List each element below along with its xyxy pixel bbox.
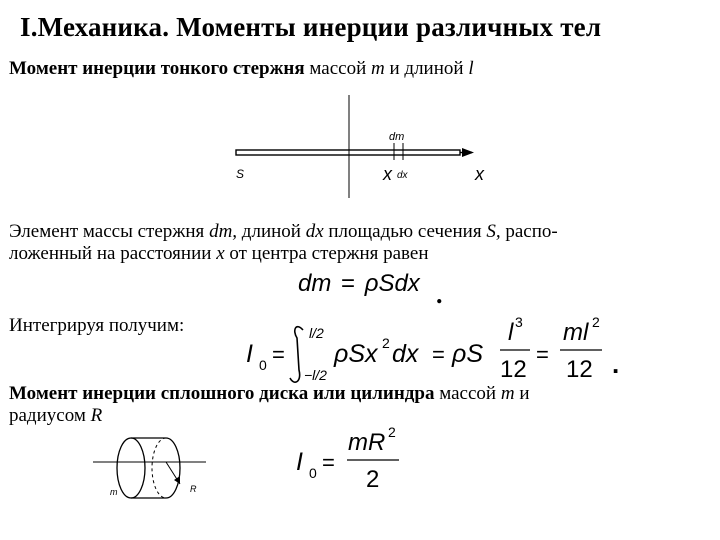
disk-heading-text: массой <box>434 383 501 404</box>
cylinder-label-m: m <box>110 487 118 497</box>
disk-heading-r: R <box>90 405 103 426</box>
formula-i: I <box>246 340 253 368</box>
element-text-a: Элемент массы стержня <box>9 221 210 242</box>
frac1-num: l <box>508 319 514 346</box>
disk-formula-eq: = <box>322 450 335 475</box>
frac2-num: ml <box>563 319 589 346</box>
disk-heading-bold: Момент инерции сплошного диска или цилиндра <box>9 383 435 404</box>
formula-i-sub: 0 <box>259 357 267 373</box>
dx-label: dx <box>397 170 408 181</box>
integrand-dx: dx <box>392 340 419 368</box>
element-text-f: от центра стержня равен <box>224 243 429 264</box>
frac1-den: 12 <box>500 356 527 383</box>
formula-dm-dot: . <box>436 280 443 309</box>
element-text-c: площадью сечения <box>323 221 487 242</box>
rod-heading-text: массой <box>304 58 371 79</box>
frac2-den: 12 <box>566 356 593 383</box>
element-text-d: распо- <box>500 221 558 242</box>
integral-upper: l/2 <box>309 325 324 341</box>
formula-integral-dot: . <box>612 349 620 379</box>
integrand-exp: 2 <box>382 335 390 351</box>
disk-formula-i: I <box>296 448 303 476</box>
rod-heading-l: l <box>468 58 474 79</box>
integrating-text: Интегрируя получим: <box>9 315 185 336</box>
element-text-e: ложенный на расстоянии <box>9 243 217 264</box>
rod-heading-and: и длиной <box>384 58 469 79</box>
page-title: I.Механика. Моменты инерции различных тел <box>20 12 602 42</box>
disk-heading-m: m <box>500 383 515 404</box>
frac1-exp: 3 <box>515 314 523 330</box>
x-axis-label: x <box>475 164 484 184</box>
disk-formula-sub: 0 <box>309 465 317 481</box>
formula-dm-eq: = <box>341 270 356 297</box>
cylinder-label-r: R <box>190 484 197 494</box>
formula-rho-s: ρS <box>452 340 483 368</box>
frac2-exp: 2 <box>592 314 600 330</box>
rod-heading-bold: Момент инерции тонкого стержня <box>9 58 305 79</box>
formula-dm-lhs: dm <box>298 270 332 297</box>
element-text-dm: dm, <box>209 221 238 242</box>
formula-eq1: = <box>272 342 285 367</box>
formula-dm-rhs: ρSdx <box>364 270 420 297</box>
disk-heading-and: и <box>514 383 530 404</box>
disk-heading-radius: радиусом <box>9 405 91 426</box>
element-text-dx: dx <box>305 221 324 242</box>
integrand: ρSx <box>334 340 378 368</box>
x-position-label: x <box>383 164 392 184</box>
rod-heading-m: m <box>371 58 385 79</box>
formula-eq2: = <box>432 342 445 367</box>
element-text-b: длиной <box>237 221 306 242</box>
integral-lower: −l/2 <box>304 367 327 383</box>
element-text-x: x <box>216 243 225 264</box>
disk-formula-num-exp: 2 <box>388 424 396 440</box>
formula-eq3: = <box>536 342 549 367</box>
s-label: S <box>236 167 245 181</box>
disk-formula-den: 2 <box>366 466 380 493</box>
disk-formula-num: mR <box>348 429 386 456</box>
dm-label: dm <box>389 131 405 143</box>
element-text-s: S, <box>486 221 501 242</box>
